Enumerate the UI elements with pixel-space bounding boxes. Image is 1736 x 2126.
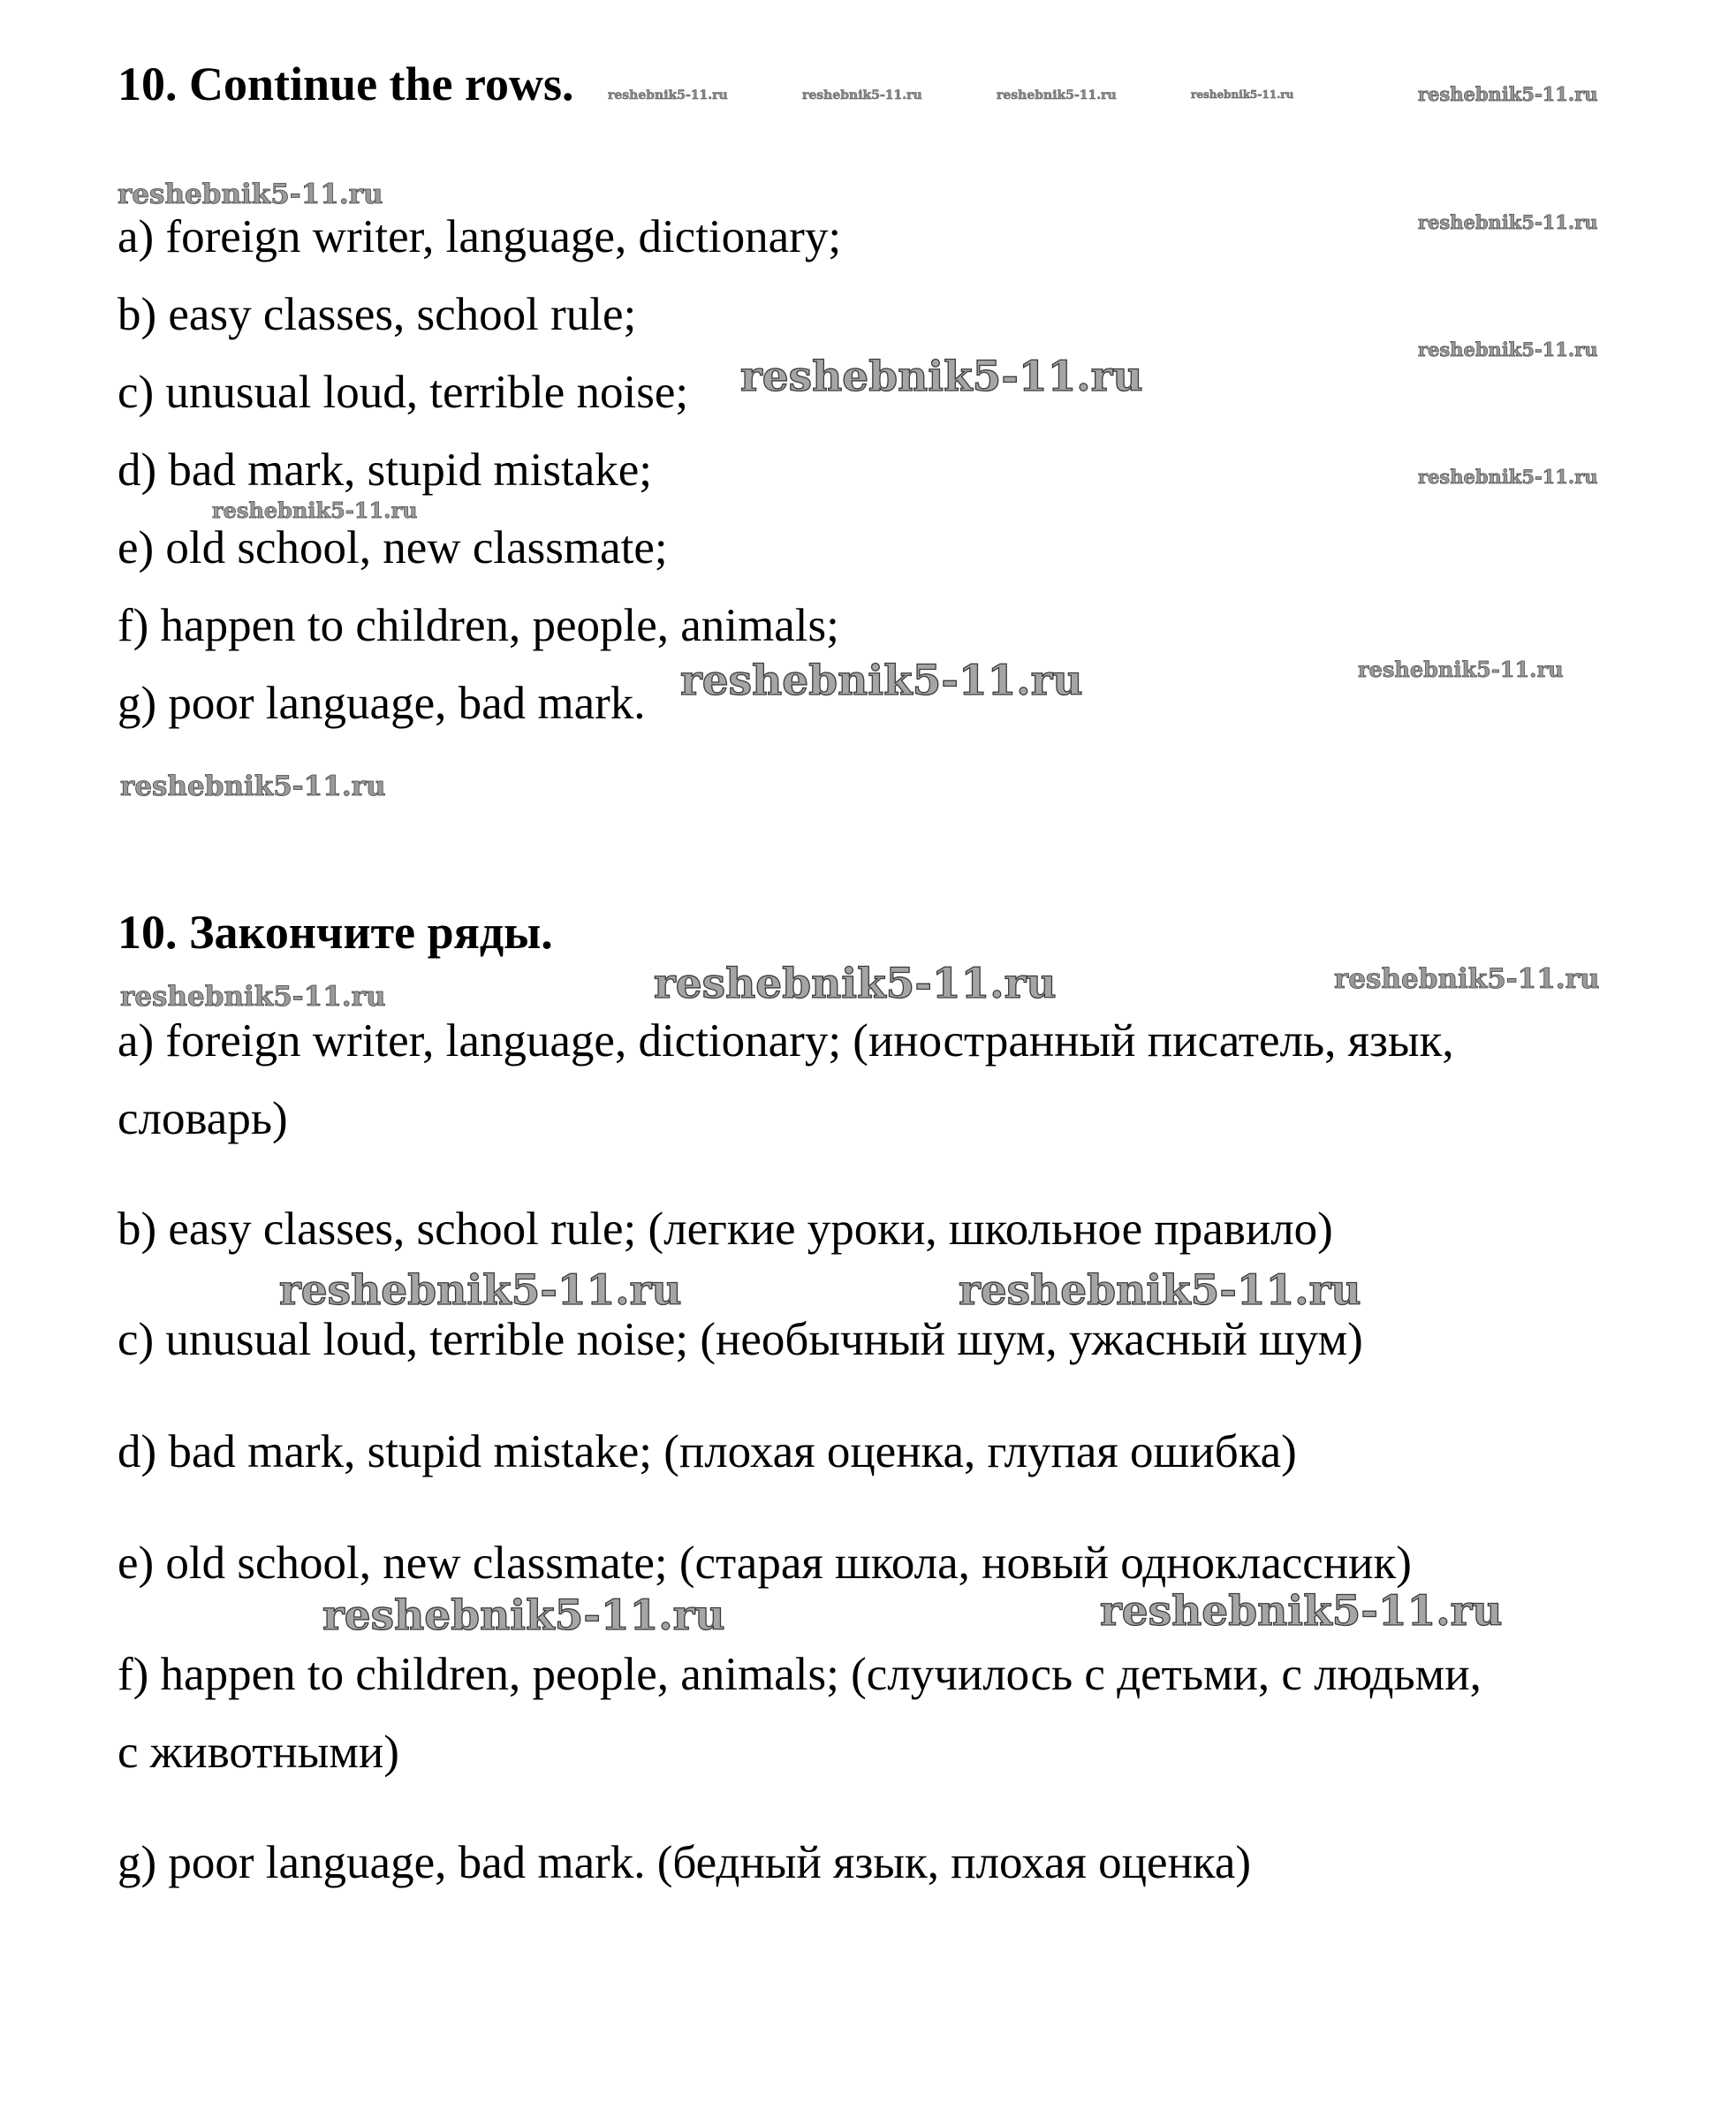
en-item-f: f) happen to children, people, animals; [118,600,839,651]
watermark: reshebnik5-11.ru [212,497,418,523]
watermark: reshebnik5-11.ru [959,1266,1361,1315]
watermark: reshebnik5-11.ru [997,88,1117,103]
watermark: reshebnik5-11.ru [120,771,386,802]
en-item-d: d) bad mark, stupid mistake; [118,444,652,496]
watermark: reshebnik5-11.ru [1191,88,1294,101]
watermark: reshebnik5-11.ru [654,960,1057,1008]
watermark: reshebnik5-11.ru [1418,83,1598,105]
en-item-c: c) unusual loud, terrible noise; [118,367,689,418]
en-item-a: a) foreign writer, language, dictionary; [118,211,842,262]
watermark: reshebnik5-11.ru [680,657,1083,705]
watermark: reshebnik5-11.ru [608,88,728,103]
heading-finish-rows-ru: 10. Закончите ряды. [118,906,553,959]
watermark: reshebnik5-11.ru [1418,211,1598,233]
ru-line-a-2: словарь) [118,1093,288,1144]
watermark: reshebnik5-11.ru [740,353,1143,401]
en-item-b: b) easy classes, school rule; [118,289,637,340]
watermark: reshebnik5-11.ru [279,1266,682,1315]
ru-line-d: d) bad mark, stupid mistake; (плохая оценка, глупая ошибка) [118,1426,1297,1477]
watermark: reshebnik5-11.ru [1358,657,1564,682]
watermark: reshebnik5-11.ru [120,981,386,1013]
en-item-e: e) old school, new classmate; [118,522,668,573]
en-item-g: g) poor language, bad mark. [118,678,646,729]
ru-line-g: g) poor language, bad mark. (бедный язык, плохая оценка) [118,1837,1252,1888]
ru-line-c: c) unusual loud, terrible noise; (необычный шум, ужасный шум) [118,1314,1363,1365]
ru-line-b: b) easy classes, school rule; (легкие уроки, школьное правило) [118,1203,1333,1255]
heading-continue-rows: 10. Continue the rows. [118,57,574,110]
watermark: reshebnik5-11.ru [118,178,383,210]
ru-line-f-2: с животными) [118,1727,399,1778]
watermark: reshebnik5-11.ru [322,1591,725,1640]
watermark: reshebnik5-11.ru [1100,1587,1503,1636]
watermark: reshebnik5-11.ru [1334,963,1600,995]
ru-line-f-1: f) happen to children, people, animals; (случилось с детьми, с людьми, [118,1649,1482,1700]
watermark: reshebnik5-11.ru [1418,338,1598,361]
watermark: reshebnik5-11.ru [802,88,922,103]
watermark: reshebnik5-11.ru [1418,466,1598,488]
ru-line-e: e) old school, new classmate; (старая школа, новый одноклассник) [118,1538,1412,1589]
ru-line-a-1: a) foreign writer, language, dictionary; (иностранный писатель, язык, [118,1015,1454,1067]
